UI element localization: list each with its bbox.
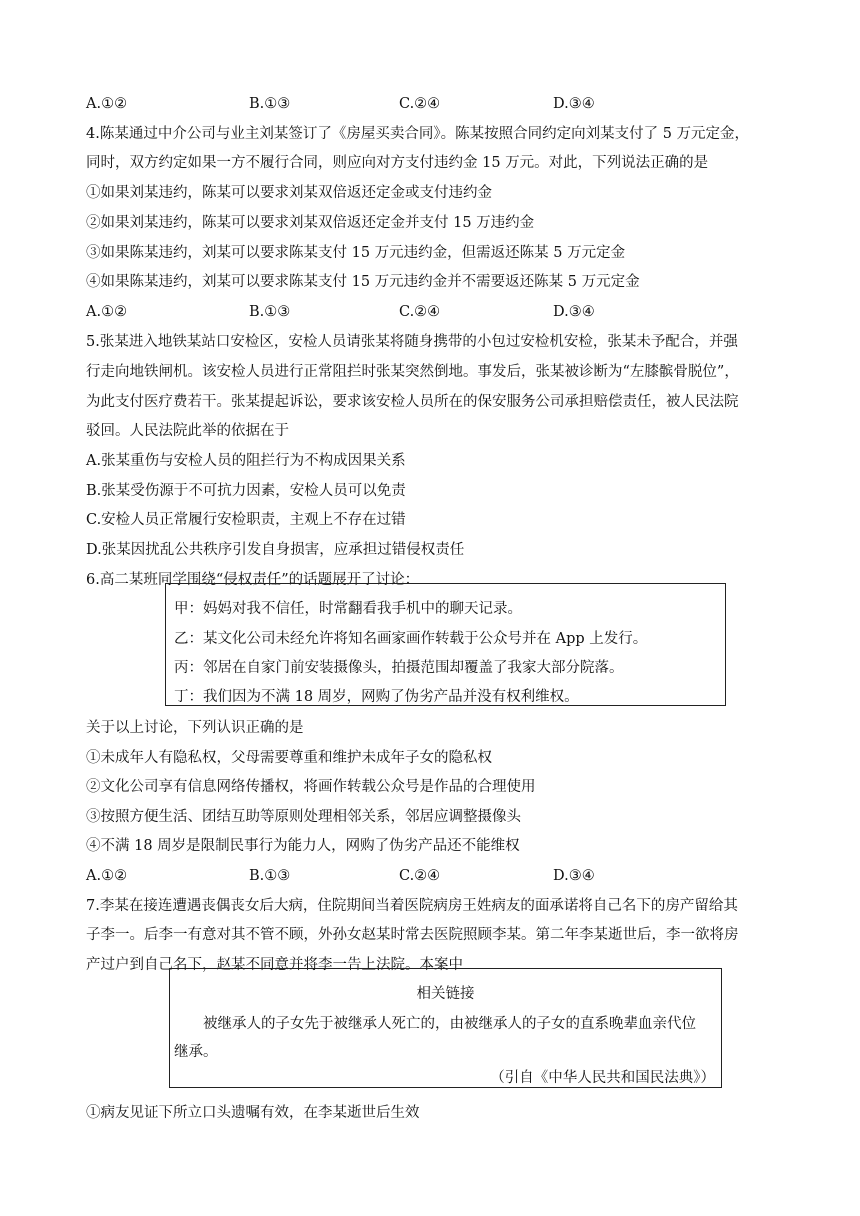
option-a: A.①② [86,304,128,320]
q5-option-d: D.张某因扰乱公共秩序引发自身损害，应承担过错侵权责任 [86,542,465,558]
option-c: C.②④ [399,868,441,884]
option-c: C.②④ [399,96,441,112]
option-c: C.②④ [399,304,441,320]
q6-discussion-box [165,583,726,706]
q7-stem-line-2: 子李一。后李一有意对其不管不顾，外孙女赵某时常去医院照顾李某。第二年李某逝世后，李一欲将房 [86,927,739,943]
q6-statement-1: ①未成年人有隐私权，父母需要尊重和维护未成年子女的隐私权 [86,750,492,766]
q5-stem-line-4: 驳回。人民法院此举的依据在于 [86,423,289,439]
option-b: B.①③ [249,868,291,884]
option-d: D.③④ [553,304,595,320]
discussion-line-yi: 乙：某文化公司未经允许将知名画家画作转载于公众号并在 App 上发行。 [174,631,648,647]
q4-statement-4: ④如果陈某违约，刘某可以要求陈某支付 15 万元违约金并不需要返还陈某 5 万元定金 [86,274,640,290]
q7-related-link-box [169,968,722,1088]
q6-statement-3: ③按照方便生活、团结互助等原则处理相邻关系，邻居应调整摄像头 [86,809,521,825]
discussion-line-ding: 丁：我们因为不满 18 周岁，网购了伪劣产品并没有权利维权。 [174,689,579,705]
q5-stem-line-1: 5.张某进入地铁某站口安检区，安检人员请张某将随身携带的小包过安检机安检，张某未予配合，并强 [86,334,738,350]
q4-statement-3: ③如果陈某违约，刘某可以要求陈某支付 15 万元违约金，但需返还陈某 5 万元定金 [86,245,626,261]
q5-option-b: B.张某受伤源于不可抗力因素，安检人员可以免责 [86,483,406,499]
q5-stem-line-2: 行走向地铁闸机。该安检人员进行正常阻拦时张某突然倒地。事发后，张某被诊断为“左膝髌骨脱位”， [86,364,739,380]
q7-stem-line-1: 7.李某在接连遭遇丧偶丧女后大病，住院期间当着医院病房王姓病友的面承诺将自己名下的房产留给其 [86,898,738,914]
q6-options [86,866,766,886]
q4-stem-line-2: 同时，双方约定如果一方不履行合同，则应向对方支付违约金 15 万元。对此，下列说法正确的是 [86,155,709,171]
q5-option-c: C.安检人员正常履行安检职责，主观上不存在过错 [86,512,406,528]
related-link-text-1: 被继承人的子女先于被继承人死亡的，由被继承人的子女的直系晚辈血亲代位 [203,1016,696,1032]
discussion-line-jia: 甲：妈妈对我不信任，时常翻看我手机中的聊天记录。 [174,601,522,617]
q4-options [86,302,766,322]
related-link-title: 相关链接 [416,986,475,1002]
q6-statement-2: ②文化公司享有信息网络传播权，将画作转载公众号是作品的合理使用 [86,779,536,795]
q4-statement-2: ②如果刘某违约，陈某可以要求刘某双倍返还定金并支付 15 万违约金 [86,215,535,231]
option-d: D.③④ [553,868,595,884]
q6-stem: 6.高二某班同学围绕“侵权责任”的话题展开了讨论： [86,572,420,588]
option-b: B.①③ [249,304,291,320]
q6-statement-4: ④不满 18 周岁是限制民事行为能力人，网购了伪劣产品还不能维权 [86,838,520,854]
q6-question: 关于以上讨论，下列认识正确的是 [86,720,304,736]
option-d: D.③④ [553,96,595,112]
related-link-citation: （引自《中华人民共和国民法典》） [490,1070,715,1086]
q4-statement-1: ①如果刘某违约，陈某可以要求刘某双倍返还定金或支付违约金 [86,185,492,201]
q5-stem-line-3: 为此支付医疗费若干。张某提起诉讼，要求该安检人员所在的保安服务公司承担赔偿责任，被人民法院 [86,394,739,410]
related-link-text-2: 继承。 [174,1044,218,1060]
option-b: B.①③ [249,96,291,112]
q5-option-a: A.张某重伤与安检人员的阻拦行为不构成因果关系 [86,453,406,469]
q3-options [86,94,766,114]
option-a: A.①② [86,96,128,112]
discussion-line-bing: 丙：邻居在自家门前安装摄像头，拍摄范围却覆盖了我家大部分院落。 [174,660,624,676]
q7-stem-line-3: 产过户到自己名下，赵某不同意并将李一告上法院。本案中 [86,957,463,973]
option-a: A.①② [86,868,128,884]
q4-stem-line-1: 4.陈某通过中介公司与业主刘某签订了《房屋买卖合同》。陈某按照合同约定向刘某支付了 5 万元定金， [86,126,750,142]
q7-statement-1: ①病友见证下所立口头遗嘱有效，在李某逝世后生效 [86,1105,420,1121]
